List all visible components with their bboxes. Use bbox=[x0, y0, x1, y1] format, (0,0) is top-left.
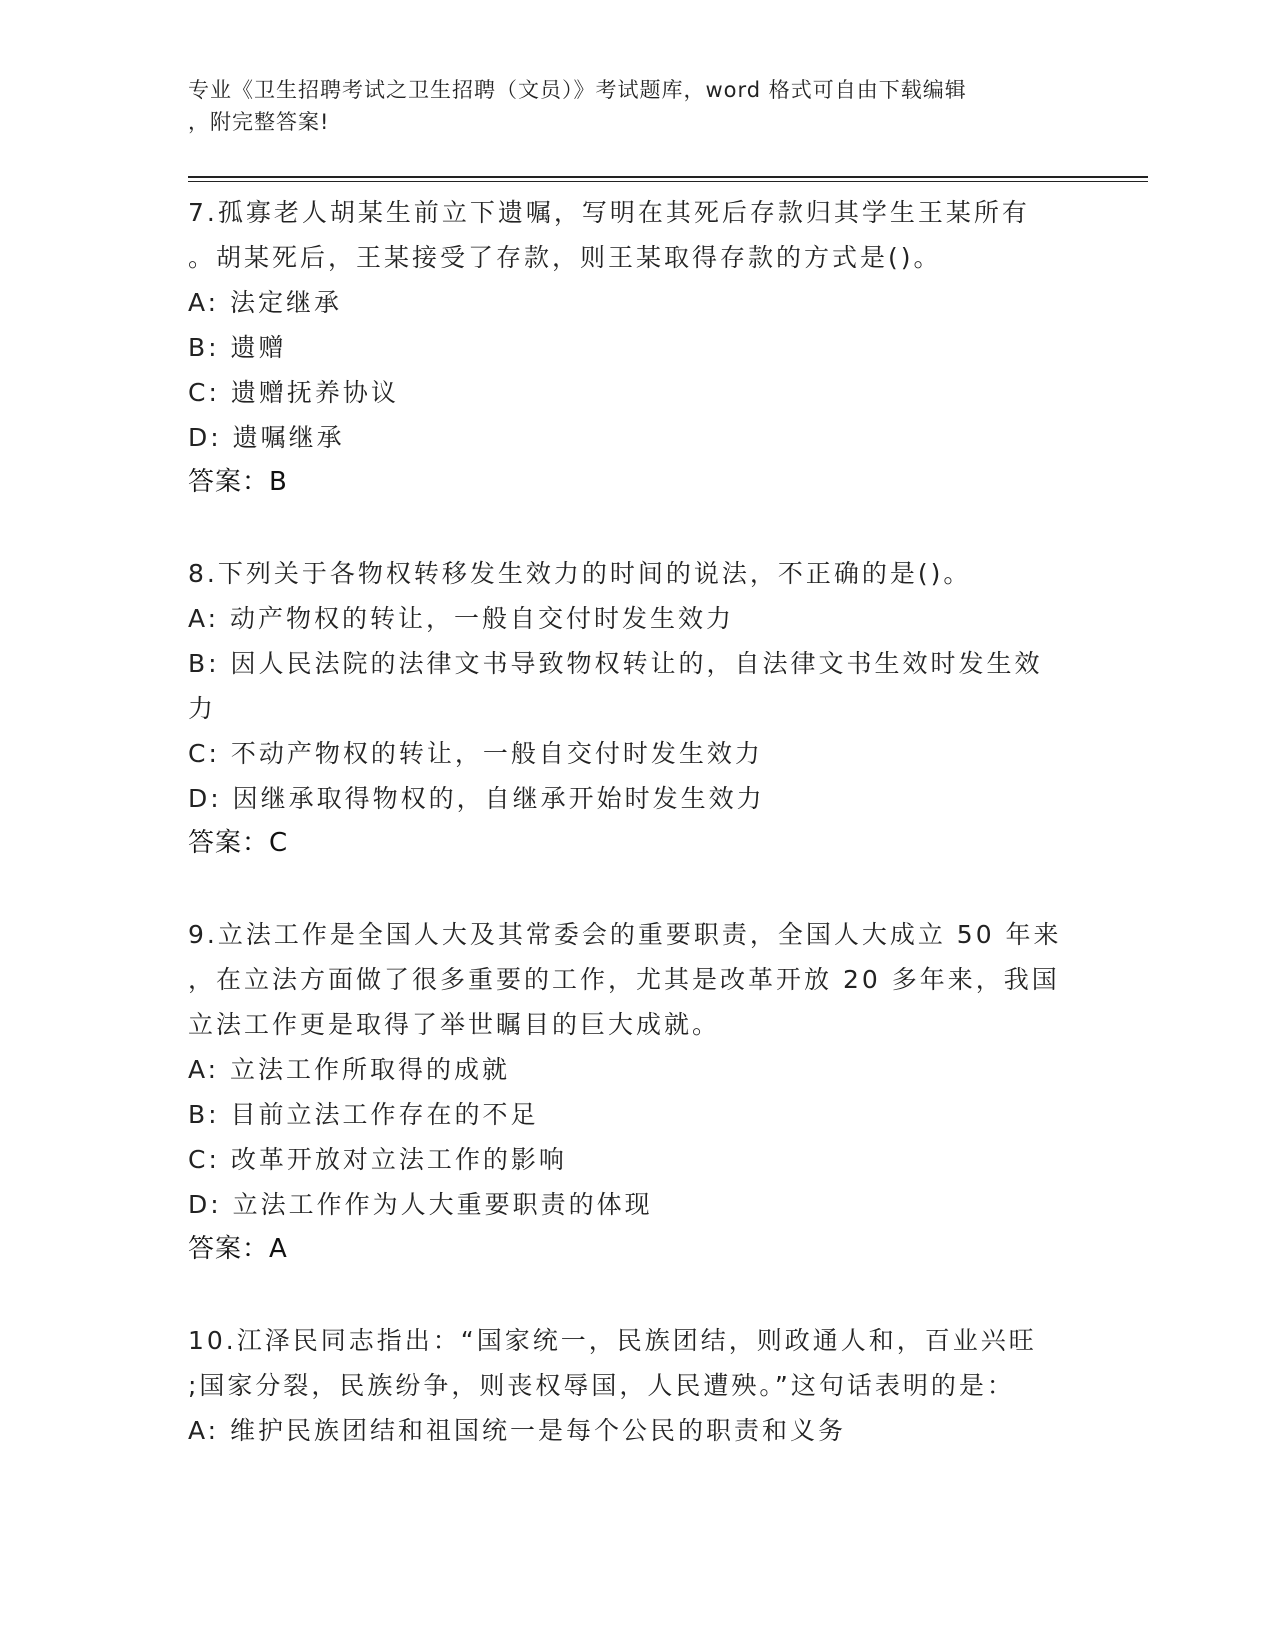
question-spacer bbox=[188, 866, 1068, 912]
option-d: D: 立法工作作为人大重要职责的体现 bbox=[188, 1190, 653, 1219]
option-b: B: 遗赠 bbox=[188, 333, 287, 362]
header-line-2: ，附完整答案! bbox=[188, 110, 330, 134]
option-b: B: 目前立法工作存在的不足 bbox=[188, 1100, 539, 1129]
answer-label: 答案：A bbox=[188, 1234, 288, 1264]
question-spacer bbox=[188, 1272, 1068, 1318]
question-stem-line: ;国家分裂，民族纷争，则丧权辱国，人民遭殃。”这句话表明的是： bbox=[188, 1371, 1015, 1400]
option-a: A: 法定继承 bbox=[188, 288, 343, 317]
question-stem-line: 9.立法工作是全国人大及其常委会的重要职责，全国人大成立 50 年来 bbox=[188, 920, 1062, 949]
question-spacer bbox=[188, 505, 1068, 551]
header-line-1: 专业《卫生招聘考试之卫生招聘（文员）》考试题库，word 格式可自由下载编辑 bbox=[188, 78, 967, 102]
question-stem-line: 8.下列关于各物权转移发生效力的时间的说法，不正确的是()。 bbox=[188, 559, 972, 588]
question-stem-line: 10.江泽民同志指出：“国家统一，民族团结，则政通人和，百业兴旺 bbox=[188, 1326, 1037, 1355]
option-a: A: 动产物权的转让，一般自交付时发生效力 bbox=[188, 604, 735, 633]
answer-label: 答案：C bbox=[188, 828, 289, 858]
question-9 bbox=[188, 912, 1068, 1272]
header-divider-thin bbox=[188, 181, 1148, 182]
option-c: C: 遗赠抚养协议 bbox=[188, 378, 399, 407]
question-stem-line: 立法工作更是取得了举世瞩目的巨大成就。 bbox=[188, 1010, 721, 1039]
option-c: C: 改革开放对立法工作的影响 bbox=[188, 1145, 567, 1174]
answer-label: 答案：B bbox=[188, 467, 288, 497]
question-8 bbox=[188, 551, 1068, 866]
option-b: B: 因人民法院的法律文书导致物权转让的，自法律文书生效时发生效 bbox=[188, 649, 1043, 678]
option-a: A: 维护民族团结和祖国统一是每个公民的职责和义务 bbox=[188, 1416, 847, 1445]
option-a: A: 立法工作所取得的成就 bbox=[188, 1055, 511, 1084]
question-stem-line: ，在立法方面做了很多重要的工作，尤其是改革开放 20 多年来，我国 bbox=[188, 965, 1060, 994]
option-d: D: 遗嘱继承 bbox=[188, 423, 345, 452]
question-stem-line: 。胡某死后，王某接受了存款，则王某取得存款的方式是()。 bbox=[188, 243, 942, 272]
question-10 bbox=[188, 1318, 1068, 1453]
option-d: D: 因继承取得物权的，自继承开始时发生效力 bbox=[188, 784, 765, 813]
question-stem-line: 7.孤寡老人胡某生前立下遗嘱，写明在其死后存款归其学生王某所有 bbox=[188, 198, 1030, 227]
question-7 bbox=[188, 190, 1068, 505]
document-header bbox=[188, 74, 1068, 138]
header-divider-thick bbox=[188, 176, 1148, 178]
option-c: C: 不动产物权的转让，一般自交付时发生效力 bbox=[188, 739, 763, 768]
option-b-continued: 力 bbox=[188, 694, 217, 723]
question-list bbox=[188, 190, 1068, 1453]
